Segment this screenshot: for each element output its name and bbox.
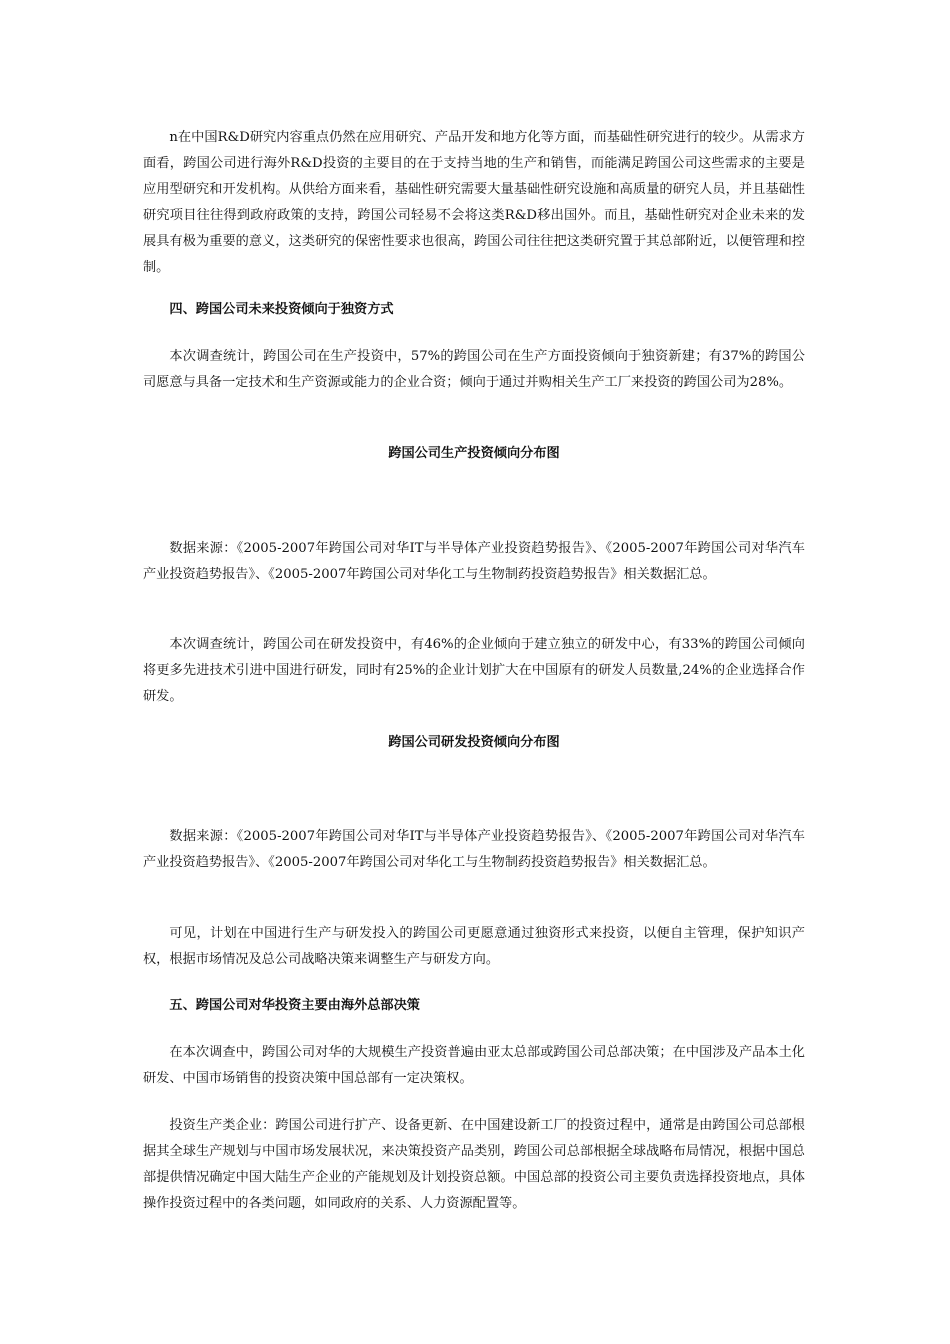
data-source-1: 数据来源：《2005-2007年跨国公司对华IT与半导体产业投资趋势报告》、《2005-2007年跨国公司对华汽车产业投资趋势报告》、《2005-2007年跨国公司对华化工与生物制药投资趋势报告》相关数据汇总。 [143,541,805,582]
paragraph-decision: 在本次调查中，跨国公司对华的大规模生产投资普遍由亚太总部或跨国公司总部决策；在中国涉及产品本土化研发、中国市场销售的投资决策中国总部有一定决策权。 [143,1045,805,1086]
paragraph-rd-content: n在中国R&D研究内容重点仍然在应用研究、产品开发和地方化等方面，而基础性研究进行的较少。从需求方面看，跨国公司进行海外R&D投资的主要目的在于支持当地的生产和销售，而能满足跨国公司这些需求的主要是应用型研究和开发机构。从供给方面来看，基础性研究需要大量基础性研究设施和高质量的研究人员，并且基础性研究项目往往得到政府政策的支持，跨国公司轻易不会将这类R&D移出国外。而且，基础性研究对企业未来的发展具有极为重要的意义，这类研究的保密性要求也很高，跨国公司往往把这类研究置于其总部附近，以便管理和控制。 [143,130,805,275]
paragraph-production-enterprises: 投资生产类企业：跨国公司进行扩产、设备更新、在中国建设新工厂的投资过程中，通常是由跨国公司总部根据其全球生产规划与中国市场发展状况，来决策投资产品类别，跨国公司总部根据全球战略布局情况，根据中国总部提供情况确定中国大陆生产企业的产能规划及计划投资总额。中国总部的投资公司主要负责选择投资地点，具体操作投资过程中的各类问题，如同政府的关系、人力资源配置等。 [143,1118,805,1211]
section-heading-4: 四、跨国公司未来投资倾向于独资方式 [169,302,394,317]
paragraph-production-investment: 本次调查统计，跨国公司在生产投资中，57%的跨国公司在生产方面投资倾向于独资新建；有37%的跨国公司愿意与具备一定技术和生产资源或能力的企业合资；倾向于通过并购相关生产工厂来投资的跨国公司为28%。 [143,349,805,390]
caption-production-chart: 跨国公司生产投资倾向分布图 [388,446,560,461]
caption-rd-chart: 跨国公司研发投资倾向分布图 [388,735,560,750]
data-source-2: 数据来源：《2005-2007年跨国公司对华IT与半导体产业投资趋势报告》、《2005-2007年跨国公司对华汽车产业投资趋势报告》、《2005-2007年跨国公司对华化工与生物制药投资趋势报告》相关数据汇总。 [143,829,805,870]
paragraph-rd-investment: 本次调查统计，跨国公司在研发投资中，有46%的企业倾向于建立独立的研发中心，有33%的跨国公司倾向将更多先进技术引进中国进行研发，同时有25%的企业计划扩大在中国原有的研发人员数量,24%的企业选择合作研发。 [143,637,805,704]
paragraph-conclusion: 可见，计划在中国进行生产与研发投入的跨国公司更愿意通过独资形式来投资，以便自主管理，保护知识产权，根据市场情况及总公司战略决策来调整生产与研发方向。 [143,926,805,967]
section-heading-5: 五、跨国公司对华投资主要由海外总部决策 [169,998,420,1013]
